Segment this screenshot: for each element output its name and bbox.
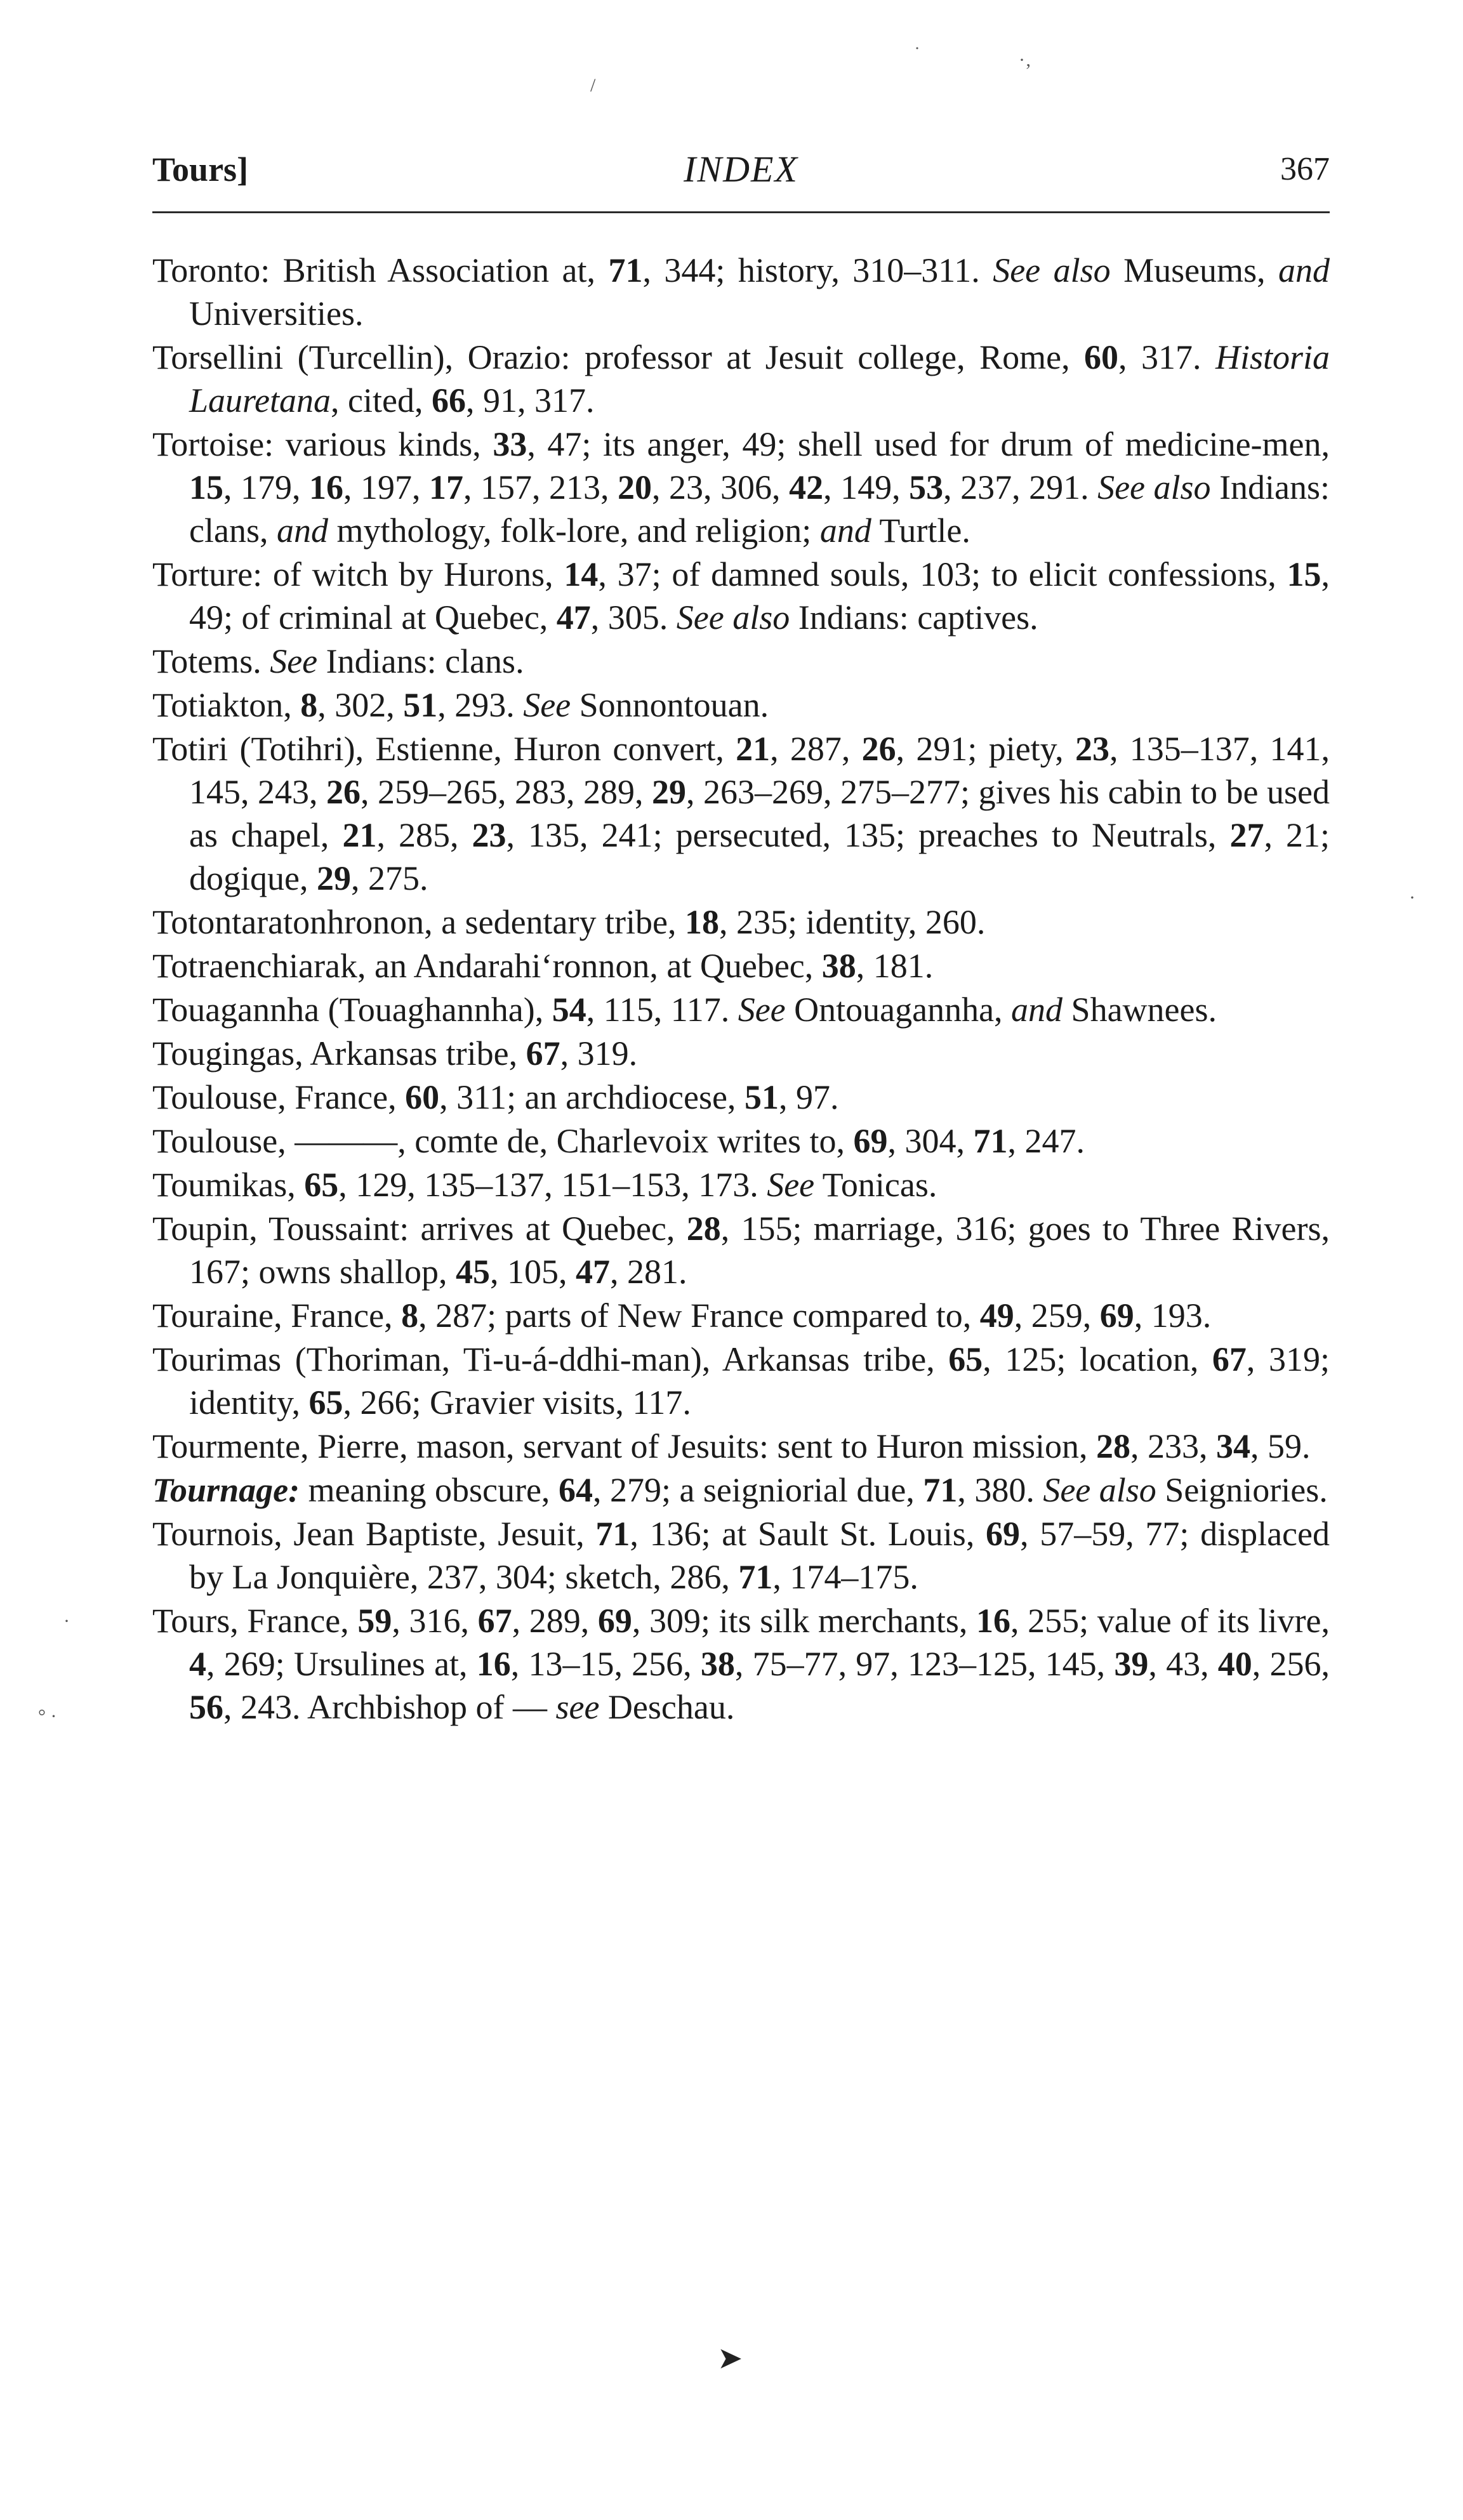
entry-segment: Ontouagannha, (785, 991, 1012, 1029)
entry-segment: , 237, 291. (943, 468, 1098, 506)
entry-segment: See also (676, 598, 790, 637)
index-entry (152, 727, 1330, 900)
index-entry (152, 249, 1330, 335)
entry-segment: Tournois, Jean Baptiste, Jesuit, (152, 1515, 596, 1553)
entry-segment: , 247. (1007, 1122, 1085, 1160)
scan-speck-icon: · (63, 1611, 70, 1632)
entry-segment: , 255; value of its livre, (1010, 1602, 1330, 1640)
entry-segment: , 243. Archbishop of — (223, 1688, 556, 1726)
entry-segment: and (276, 511, 328, 550)
entry-segment: Touagannha (Touaghannha), (152, 991, 552, 1029)
entry-segment: 34 (1216, 1427, 1251, 1465)
index-entry (152, 944, 1330, 987)
entry-segment: , 125; location, (983, 1340, 1212, 1378)
entry-segment: 69 (1099, 1296, 1134, 1335)
index-entry (152, 683, 1330, 727)
entry-segment: 26 (861, 730, 896, 768)
index-entry (152, 1512, 1330, 1599)
entry-segment: Indians: clans, (189, 468, 1330, 550)
entry-segment: , 181. (856, 947, 934, 985)
entry-segment: Toupin, Toussaint: arrives at Quebec, (152, 1210, 687, 1248)
entry-segment: 66 (431, 381, 466, 419)
entry-segment: 28 (1096, 1427, 1131, 1465)
entry-segment: 33 (493, 425, 527, 463)
entry-segment: Tourmente, Pierre, mason, servant of Jesuits: sent to Huron mission, (152, 1427, 1097, 1465)
index-entry (152, 1294, 1330, 1337)
entry-segment: Museums, (1110, 251, 1279, 289)
entry-segment: Indians: clans. (317, 642, 524, 680)
index-entry (152, 640, 1330, 683)
index-entry (152, 900, 1330, 944)
entry-segment: 65 (948, 1340, 983, 1378)
entry-segment: , 266; Gravier visits, 117. (343, 1383, 691, 1422)
entry-segment: 60 (1084, 338, 1119, 376)
entry-segment: See (738, 991, 786, 1029)
entry-segment: Totems. (152, 642, 270, 680)
entry-segment: , 304, (887, 1122, 974, 1160)
index-entry (152, 1425, 1330, 1468)
index-entries (152, 249, 1330, 1729)
entry-segment: Totraenchiarak, an Andarahi‘ronnon, at Quebec, (152, 947, 822, 985)
entry-segment: Toulouse, ———, comte de, Charlevoix writes to, (152, 1122, 854, 1160)
entry-segment: 29 (316, 859, 351, 897)
entry-segment: , 21; dogique, (189, 816, 1330, 897)
entry-segment: , 279; a seigniorial due, (592, 1471, 923, 1509)
entry-segment: 56 (189, 1688, 223, 1726)
entry-segment: , cited, (331, 381, 432, 419)
entry-segment: Historia Lauretana (189, 338, 1330, 419)
entry-segment: 69 (853, 1122, 888, 1160)
entry-segment: , 105, (490, 1253, 576, 1291)
entry-segment: , 281. (610, 1253, 687, 1291)
entry-segment: , 59. (1250, 1427, 1311, 1465)
entry-segment: Turtle. (871, 511, 970, 550)
entry-segment: 42 (789, 468, 824, 506)
entry-segment: 38 (821, 947, 856, 985)
entry-segment: , 37; of damned souls, 103; to elicit confessions, (598, 555, 1287, 593)
entry-segment: 15 (189, 468, 223, 506)
entry-segment: 15 (1287, 555, 1321, 593)
entry-segment: , 235; identity, 260. (718, 903, 986, 941)
entry-segment (152, 1471, 300, 1509)
entry-segment: 18 (684, 903, 719, 941)
entry-segment: , 259–265, 283, 289, (361, 773, 652, 811)
entry-segment: , 47; its anger, 49; shell used for drum of medicine-men, (527, 425, 1330, 463)
entry-segment: 23 (1075, 730, 1109, 768)
entry-segment: 67 (1212, 1340, 1247, 1378)
entry-segment: 71 (608, 251, 643, 289)
entry-segment: , 149, (823, 468, 910, 506)
entry-segment: See also (993, 251, 1111, 289)
entry-segment: , 174–175. (772, 1558, 918, 1596)
entry-segment: 71 (738, 1558, 773, 1596)
entry-segment: 65 (304, 1166, 339, 1204)
entry-segment: 27 (1229, 816, 1264, 854)
entry-segment: Totiri (Totihri), Estienne, Huron convert, (152, 730, 736, 768)
index-entry (152, 1207, 1330, 1293)
entry-segment: , 311; an archdiocese, (439, 1078, 745, 1116)
entry-segment: , 57–59, 77; displaced by La Jonquière, 237, 304; sketch, 286, (189, 1515, 1330, 1596)
entry-segment: and (819, 511, 871, 550)
entry-segment: Torsellini (Turcellin), Orazio: professor at Jesuit college, Rome, (152, 338, 1085, 376)
entry-segment: 16 (476, 1645, 511, 1683)
entry-segment: , 319. (560, 1034, 638, 1072)
header-section-label: Tours] (152, 150, 249, 188)
entry-segment: See (270, 642, 318, 680)
entry-segment: Universities. (189, 294, 364, 333)
entry-segment: , 287, (770, 730, 862, 768)
entry-segment: Sonnontouan. (571, 686, 769, 724)
index-entry (152, 1119, 1330, 1163)
entry-segment: 38 (700, 1645, 735, 1683)
entry-segment: , 302, (317, 686, 404, 724)
entry-segment: 65 (308, 1383, 343, 1422)
index-entry (152, 1468, 1330, 1512)
entry-segment: Totontaratonhronon, a sedentary tribe, (152, 903, 685, 941)
header-title: INDEX (684, 148, 798, 190)
entry-segment: 49 (979, 1296, 1014, 1335)
header-rule (152, 211, 1330, 213)
index-entry (152, 336, 1330, 422)
entry-segment: 16 (976, 1602, 1010, 1640)
entry-segment: , 317. (1118, 338, 1215, 376)
entry-segment: 17 (429, 468, 464, 506)
entry-segment: 69 (986, 1515, 1021, 1553)
entry-segment: 8 (401, 1296, 419, 1335)
entry-segment: 40 (1217, 1645, 1252, 1683)
entry-segment: 69 (597, 1602, 632, 1640)
running-header (152, 147, 1330, 192)
entry-segment: , 291; piety, (896, 730, 1075, 768)
entry-segment: 28 (686, 1210, 721, 1248)
entry-segment: 8 (300, 686, 318, 724)
entry-segment: , 293. (437, 686, 524, 724)
entry-segment: and (1278, 251, 1330, 289)
entry-segment: Tortoise: various kinds, (152, 425, 493, 463)
entry-segment: 47 (576, 1253, 611, 1291)
entry-segment: See (523, 686, 571, 724)
entry-segment: mythology, folk-lore, and religion; (328, 511, 820, 550)
entry-segment: , 129, 135–137, 151–153, 173. (338, 1166, 767, 1204)
entry-segment: Torture: of witch by Hurons, (152, 555, 564, 593)
entry-segment: 45 (456, 1253, 491, 1291)
index-entry (152, 553, 1330, 639)
entry-segment: Tours, France, (152, 1602, 358, 1640)
entry-segment: , 179, (223, 468, 310, 506)
entry-segment: 71 (595, 1515, 630, 1553)
entry-segment: , 23, 306, (652, 468, 790, 506)
entry-segment: Touraine, France, (152, 1296, 402, 1335)
index-entry (152, 1163, 1330, 1206)
entry-segment: See also (1097, 468, 1211, 506)
entry-segment: 51 (744, 1078, 779, 1116)
entry-segment: , 275. (350, 859, 428, 897)
index-entry (152, 1338, 1330, 1424)
entry-segment: Tougingas, Arkansas tribe, (152, 1034, 526, 1072)
entry-segment: meaning obscure, (300, 1471, 559, 1509)
entry-segment: , 285, (376, 816, 472, 854)
entry-segment: , 309; its silk merchants, (632, 1602, 976, 1640)
entry-segment: , 269; Ursulines at, (206, 1645, 477, 1683)
entry-segment: Tournage: (152, 1471, 300, 1509)
index-entry (152, 1032, 1330, 1075)
index-entry (152, 1599, 1330, 1729)
scan-speck-icon: ˙ (914, 43, 920, 64)
entry-segment: 23 (472, 816, 506, 854)
entry-segment: Deschau. (599, 1688, 735, 1726)
entry-segment: , 13–15, 256, (510, 1645, 701, 1683)
entry-segment: , 193. (1134, 1296, 1212, 1335)
scan-speck-icon: ° · (38, 1706, 57, 1727)
entry-segment: , 49; of criminal at Quebec, (189, 555, 1330, 637)
entry-segment: , 91, 317. (465, 381, 595, 419)
scan-speck-icon: ·‚ (1019, 49, 1031, 70)
entry-segment: , 135, 241; persecuted, 135; preaches to Neutrals, (506, 816, 1230, 854)
entry-segment: Toronto: British Association at, (152, 251, 609, 289)
entry-segment: Toulouse, France, (152, 1078, 406, 1116)
entry-segment: 16 (309, 468, 344, 506)
entry-segment: Indians: captives. (790, 598, 1038, 637)
entry-segment: 54 (552, 991, 586, 1029)
entry-segment: 29 (652, 773, 687, 811)
entry-segment: , 43, (1148, 1645, 1218, 1683)
entry-segment: 67 (526, 1034, 560, 1072)
entry-segment: , 75–77, 97, 123–125, 145, (734, 1645, 1115, 1683)
entry-segment: 64 (558, 1471, 593, 1509)
entry-segment: 60 (405, 1078, 440, 1116)
entry-segment: 14 (564, 555, 599, 593)
entry-segment: Seigniories. (1156, 1471, 1328, 1509)
entry-segment: , 115, 117. (586, 991, 738, 1029)
entry-segment: , 135–137, 141, 145, 243, (189, 730, 1330, 811)
scan-speck-icon: · (1409, 887, 1415, 908)
index-entry (152, 1076, 1330, 1119)
entry-segment: and (1011, 991, 1063, 1029)
entry-segment: See (767, 1166, 815, 1204)
entry-segment: , 157, 213, (463, 468, 618, 506)
entry-segment: , 233, (1130, 1427, 1217, 1465)
scan-speck-icon: / (590, 75, 596, 96)
entry-segment: , 289, (512, 1602, 598, 1640)
entry-segment: 53 (909, 468, 944, 506)
entry-segment: , 259, (1014, 1296, 1100, 1335)
entry-segment: 21 (342, 816, 377, 854)
entry-segment: , 305. (590, 598, 677, 637)
index-entry (152, 988, 1330, 1031)
entry-segment: , 97. (778, 1078, 839, 1116)
entry-segment: 59 (357, 1602, 392, 1640)
entry-segment: 67 (477, 1602, 512, 1640)
entry-segment: , 155; marriage, 316; goes to Three Rivers, 167; owns shallop, (189, 1210, 1330, 1291)
entry-segment: 47 (556, 598, 591, 637)
entry-segment: 20 (618, 468, 652, 506)
entry-segment: , 287; parts of New France compared to, (418, 1296, 980, 1335)
entry-segment: 26 (326, 773, 361, 811)
entry-segment: 4 (189, 1645, 206, 1683)
page-number: 367 (1280, 151, 1330, 187)
entry-segment: , 316, (392, 1602, 478, 1640)
printer-mark-icon: ➤ (717, 2342, 743, 2375)
entry-segment: , 256, (1252, 1645, 1330, 1683)
entry-segment: , 344; history, 310–311. (642, 251, 993, 289)
entry-segment: , 380. (957, 1471, 1043, 1509)
entry-segment: Totiakton, (152, 686, 301, 724)
index-entry (152, 423, 1330, 552)
entry-segment: 39 (1114, 1645, 1149, 1683)
entry-segment: , 319; identity, (189, 1340, 1330, 1422)
entry-segment: 71 (923, 1471, 958, 1509)
entry-segment: Tourimas (Thoriman, Ti-u-á-ddhi-man), Arkansas tribe, (152, 1340, 949, 1378)
entry-segment: , 197, (343, 468, 430, 506)
entry-segment: see (555, 1688, 600, 1726)
entry-segment: 21 (736, 730, 771, 768)
entry-segment: 71 (973, 1122, 1008, 1160)
entry-segment: , 263–269, 275–277; gives his cabin to be used as chapel, (189, 773, 1330, 854)
entry-segment: 51 (403, 686, 438, 724)
entry-segment: Shawnees. (1062, 991, 1217, 1029)
entry-segment: See also (1043, 1471, 1156, 1509)
entry-segment: , 136; at Sault St. Louis, (630, 1515, 986, 1553)
entry-segment: Toumikas, (152, 1166, 305, 1204)
entry-segment: Tonicas. (814, 1166, 937, 1204)
